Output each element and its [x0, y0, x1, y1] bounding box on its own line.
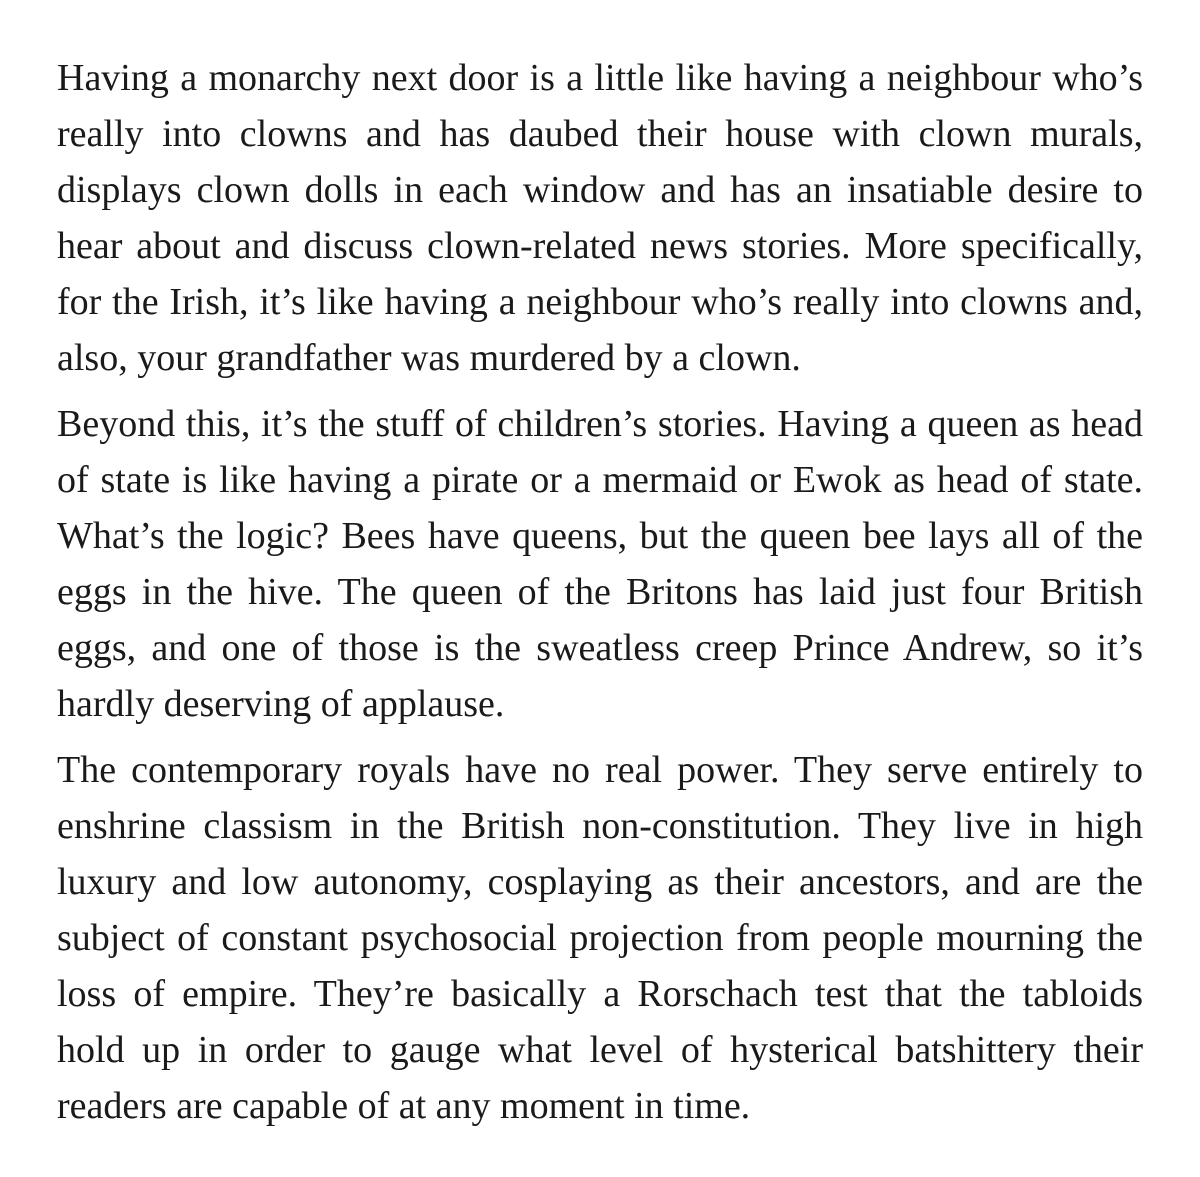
paragraph-childrens-stories: Beyond this, it’s the stuff of children’s stories. Having a queen as head of state is like having a pirate or a mermaid or Ewok as head of state. What’s the logic? Bees have queens, but the queen bee lays all of the eggs in the hive. The queen of the Britons has laid just four British eggs, and one of those is the sweatless creep Prince Andrew, so it’s hardly deserving of applause.	[57, 403, 1143, 725]
paragraph-monarchy-clowns: Having a monarchy next door is a little like having a neighbour who’s really into clowns and has daubed their house with clown murals, displays clown dolls in each window and has an insatiable desire to hear about and discuss clown-related news stories. More specifically, for the Irish, it’s like having a neighbour who’s really into clowns and, also, your grandfather was murdered by a clown.	[57, 57, 1143, 379]
paragraph-contemporary-royals: The contemporary royals have no real power. They serve entirely to enshrine classism in the British non-constitution. They live in high luxury and low autonomy, cosplaying as their ancestors, and are the subject of constant psychosocial projection from people mourning the loss of empire. They’re basically a Rorschach test that the tabloids hold up in order to gauge what level of hysterical batshittery their readers are capable of at any moment in time.	[57, 749, 1143, 1127]
